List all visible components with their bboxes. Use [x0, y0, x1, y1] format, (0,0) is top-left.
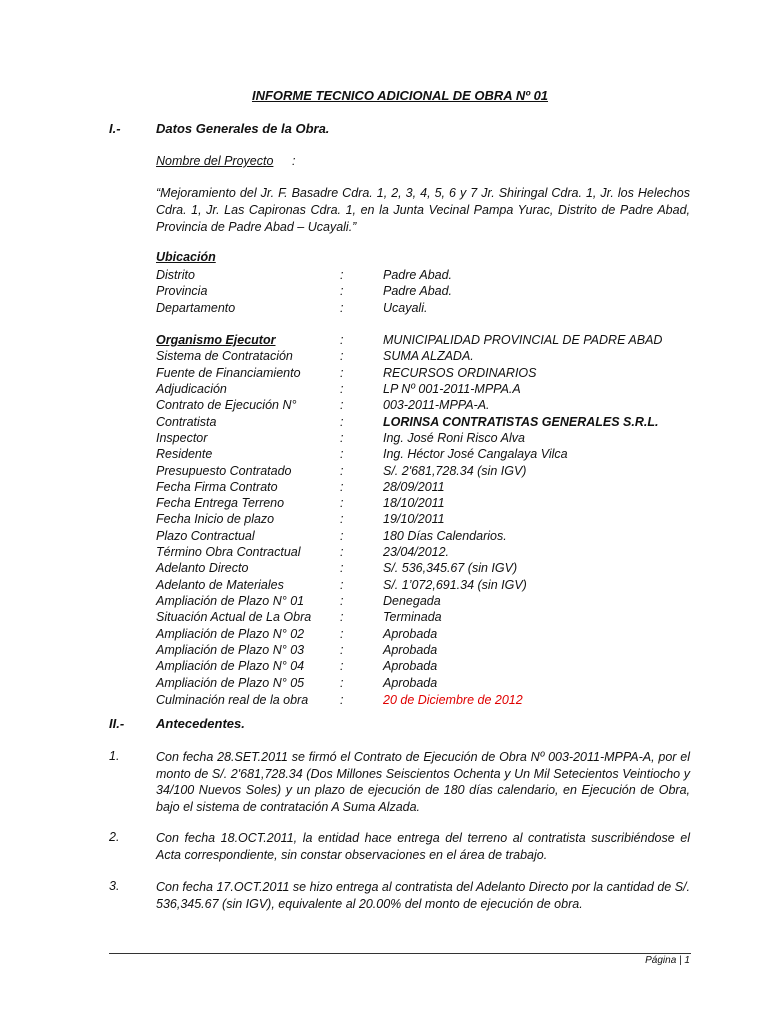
row-label: Término Obra Contractual: [156, 545, 301, 559]
row-colon: :: [340, 301, 344, 315]
row-colon: :: [340, 366, 344, 380]
row-value: SUMA ALZADA.: [383, 349, 474, 363]
row-colon: :: [340, 512, 344, 526]
item-number: 1.: [109, 749, 120, 763]
row-label: Ampliación de Plazo N° 04: [156, 659, 305, 673]
detail-row: [156, 528, 696, 544]
row-colon: :: [340, 480, 344, 494]
detail-row: [156, 560, 696, 576]
row-colon: :: [340, 284, 344, 298]
row-label: Distrito: [156, 268, 195, 282]
detail-row: [156, 414, 696, 430]
detail-row: [156, 511, 696, 527]
row-value: 19/10/2011: [383, 512, 445, 526]
row-label: Presupuesto Contratado: [156, 464, 292, 478]
row-value: 23/04/2012.: [383, 545, 450, 559]
detail-row: [156, 642, 696, 658]
detail-row: [156, 626, 696, 642]
row-value: Ing. Héctor José Cangalaya Vilca: [383, 447, 568, 461]
row-label: Fecha Inicio de plazo: [156, 512, 275, 526]
footer-divider: [109, 953, 691, 954]
detail-row: [156, 446, 696, 462]
row-value: Padre Abad.: [383, 284, 453, 298]
row-value: Padre Abad.: [383, 268, 453, 282]
detail-row: [156, 397, 696, 413]
row-label: Departamento: [156, 301, 236, 315]
detail-row: [156, 609, 696, 625]
detail-row: [156, 593, 696, 609]
row-label: Residente: [156, 447, 213, 461]
location-row-province: [156, 283, 696, 299]
row-value: LP Nº 001-2011-MPPA.A: [383, 382, 521, 396]
section-1-title: Datos Generales de la Obra.: [156, 121, 330, 136]
row-colon: :: [340, 693, 344, 707]
row-value: Ucayali.: [383, 301, 428, 315]
project-name-colon: :: [292, 154, 296, 168]
row-value: Terminada: [383, 610, 442, 624]
row-colon: :: [340, 349, 344, 363]
row-colon: :: [340, 676, 344, 690]
contractor-name: LORINSA CONTRATISTAS GENERALES S.R.L.: [383, 415, 659, 429]
row-label: Ampliación de Plazo N° 03: [156, 643, 305, 657]
row-colon: :: [340, 627, 344, 641]
detail-row: [156, 544, 696, 560]
row-value: Aprobada: [383, 676, 438, 690]
row-label: Adjudicación: [156, 382, 227, 396]
row-label: Contratista: [156, 415, 217, 429]
row-value: Denegada: [383, 594, 441, 608]
row-colon: :: [340, 431, 344, 445]
detail-row: [156, 463, 696, 479]
detail-row: [156, 479, 696, 495]
row-label: Situación Actual de La Obra: [156, 610, 312, 624]
row-colon: :: [340, 578, 344, 592]
location-heading: Ubicación: [156, 250, 216, 264]
detail-row: [156, 495, 696, 511]
row-label: Culminación real de la obra: [156, 693, 309, 707]
row-label: Provincia: [156, 284, 208, 298]
item-number: 2.: [109, 830, 120, 844]
item-text: Con fecha 28.SET.2011 se firmó el Contrato de Ejecución de Obra Nº 003-2011-MPPA-A, por el monto de S/. 2'681,728.34 (Dos Millones Seiscientos Ochenta y Un Mil Setecientos Veintiocho y 34/100 Nuevos Soles) y un plazo de ejecución de 180 días calendario, en Ejecución de Obra, bajo el sistema de contratación A Suma Alzada.: [156, 750, 690, 814]
item-text: Con fecha 17.OCT.2011 se hizo entrega al contratista del Adelanto Directo por la cantidad de S/. 536,345.67 (sin IGV), equivalente al 20.00% del monto de ejecución de obra.: [156, 880, 690, 911]
row-label: Inspector: [156, 431, 208, 445]
row-label: Adelanto Directo: [156, 561, 249, 575]
project-description: “Mejoramiento del Jr. F. Basadre Cdra. 1, 2, 3, 4, 5, 6 y 7 Jr. Shiringal Cdra. 1, Jr. los Helechos Cdra. 1, Jr. Las Capironas Cdra. 1, en la Junta Vecinal Pampa Yurac, Distrito de Padre Abad, Provincia de Padre Abad – Ucayali.”: [156, 186, 690, 234]
row-colon: :: [340, 659, 344, 673]
row-colon: :: [340, 545, 344, 559]
row-colon: :: [340, 496, 344, 510]
row-value: S/. 2'681,728.34 (sin IGV): [383, 464, 527, 478]
row-label: Contrato de Ejecución N°: [156, 398, 297, 412]
detail-row: [156, 430, 696, 446]
row-value: Aprobada: [383, 643, 438, 657]
row-label: Ampliación de Plazo N° 05: [156, 676, 305, 690]
row-value: Aprobada: [383, 627, 438, 641]
location-row-district: [156, 267, 696, 283]
row-label: Fuente de Financiamiento: [156, 366, 301, 380]
row-value: 180 Días Calendarios.: [383, 529, 507, 543]
project-name-label: Nombre del Proyecto: [156, 154, 274, 168]
row-colon: :: [340, 464, 344, 478]
row-colon: :: [340, 529, 344, 543]
row-value: S/. 1’072,691.34 (sin IGV): [383, 578, 527, 592]
page-number: Página | 1: [645, 955, 690, 966]
detail-row: [156, 348, 696, 364]
row-colon: :: [340, 447, 344, 461]
item-text: Con fecha 18.OCT.2011, la entidad hace entrega del terreno al contratista suscribiéndose el Acta correspondiente, sin constar observaciones en el área de trabajo.: [156, 831, 690, 862]
row-colon: :: [340, 610, 344, 624]
row-label: Ampliación de Plazo N° 02: [156, 627, 305, 641]
detail-row: [156, 692, 696, 708]
detail-row: [156, 577, 696, 593]
row-value: Aprobada: [383, 659, 438, 673]
row-colon: :: [340, 268, 344, 282]
section-2-title: Antecedentes.: [156, 716, 245, 731]
row-colon: :: [340, 561, 344, 575]
detail-row: [156, 658, 696, 674]
row-value: S/. 536,345.67 (sin IGV): [383, 561, 518, 575]
document-title: INFORME TECNICO ADICIONAL DE OBRA Nº 01: [251, 88, 549, 103]
section-1-number: I.-: [109, 121, 121, 136]
row-colon: :: [340, 594, 344, 608]
row-value: 28/09/2011: [383, 480, 445, 494]
detail-row: [156, 675, 696, 691]
row-label: Sistema de Contratación: [156, 349, 293, 363]
detail-row: [156, 381, 696, 397]
location-row-department: [156, 300, 696, 316]
row-colon: :: [340, 415, 344, 429]
row-value: 18/10/2011: [383, 496, 445, 510]
section-2-number: II.-: [109, 716, 125, 731]
detail-row: [156, 365, 696, 381]
row-label: Fecha Firma Contrato: [156, 480, 278, 494]
row-colon: :: [340, 333, 344, 347]
row-label: Plazo Contractual: [156, 529, 255, 543]
row-label: Organismo Ejecutor: [156, 333, 276, 347]
row-colon: :: [340, 398, 344, 412]
completion-date-value: 20 de Diciembre de 2012: [383, 693, 523, 707]
row-colon: :: [340, 643, 344, 657]
row-colon: :: [340, 382, 344, 396]
row-value: MUNICIPALIDAD PROVINCIAL DE PADRE ABAD: [383, 333, 663, 347]
row-label: Ampliación de Plazo N° 01: [156, 594, 305, 608]
row-value: Ing. José Roni Risco Alva: [383, 431, 525, 445]
detail-row: [156, 332, 696, 348]
row-value: RECURSOS ORDINARIOS: [383, 366, 537, 380]
row-label: Fecha Entrega Terreno: [156, 496, 285, 510]
item-number: 3.: [109, 879, 120, 893]
row-value: 003-2011-MPPA-A.: [383, 398, 490, 412]
row-label: Adelanto de Materiales: [156, 578, 284, 592]
